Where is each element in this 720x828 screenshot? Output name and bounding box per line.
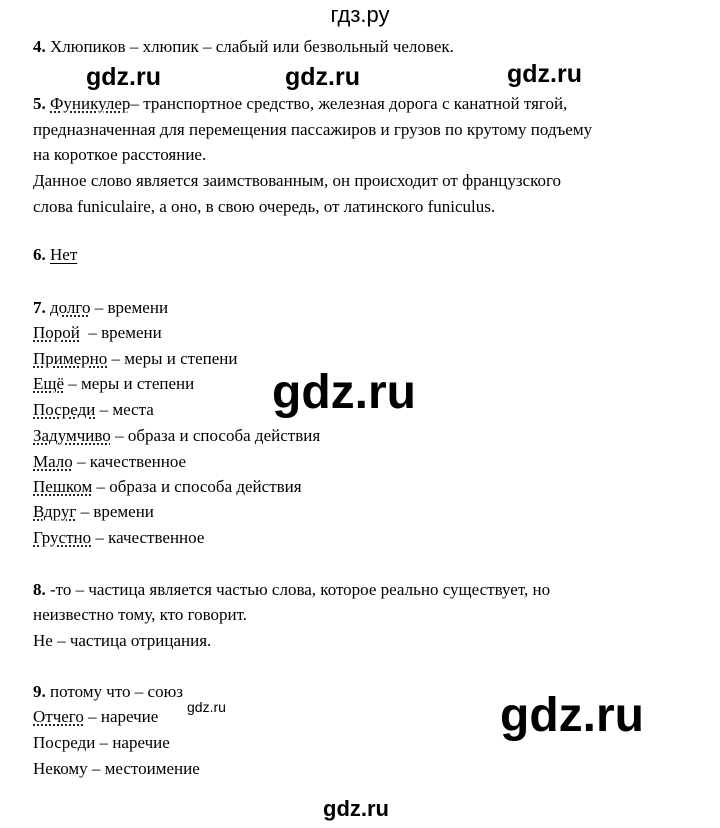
question-number: 5. bbox=[33, 94, 46, 113]
term-desc: – времени bbox=[76, 502, 154, 521]
answer-text: Хлюпиков – хлюпик – слабый или безвольный человек. bbox=[50, 37, 454, 56]
term: Грустно bbox=[33, 528, 92, 547]
question-number: 7. bbox=[33, 298, 46, 317]
answer-5-line-1 bbox=[33, 94, 567, 114]
question-number: 6. bbox=[33, 245, 46, 264]
term: Примерно bbox=[33, 349, 108, 368]
question-number: 8. bbox=[33, 580, 46, 599]
answer-7-item bbox=[33, 374, 194, 394]
term-desc: – меры и степени bbox=[107, 349, 238, 368]
answer-7-item bbox=[33, 502, 154, 522]
term-desc: – времени bbox=[90, 298, 169, 317]
term-desc: – образа и способа действия bbox=[92, 477, 302, 496]
answer-8-line-1 bbox=[33, 580, 550, 600]
watermark: gdz.ru bbox=[500, 689, 644, 742]
answer-5-line-3: на короткое расстояние. bbox=[33, 145, 207, 164]
answer-9-item bbox=[33, 682, 183, 702]
question-number: 4. bbox=[33, 37, 46, 56]
term: Некому bbox=[33, 759, 88, 778]
watermark: gdz.ru bbox=[323, 796, 389, 821]
answer-7-item bbox=[33, 349, 237, 369]
term: Задумчиво bbox=[33, 426, 111, 445]
term-desc: – качественное bbox=[91, 528, 205, 547]
term-desc: – наречие bbox=[95, 733, 170, 752]
term-desc: – наречие bbox=[83, 707, 159, 726]
answer-7-item bbox=[33, 298, 168, 318]
term: Порой bbox=[33, 323, 80, 342]
term: Посреди bbox=[33, 733, 96, 752]
answer-7-item bbox=[33, 400, 154, 420]
answer-5-line-4: Данное слово является заимствованным, он происходит от французского bbox=[33, 171, 562, 190]
term-desc: – качественное bbox=[72, 452, 187, 471]
term: Ещё bbox=[33, 374, 65, 393]
question-number: 9. bbox=[33, 682, 46, 701]
term: Мало bbox=[33, 452, 73, 471]
answer-text: Нет bbox=[50, 245, 78, 264]
term-desc: – союз bbox=[130, 682, 183, 701]
answer-8-line-2: неизвестно тому, кто говорит. bbox=[33, 605, 248, 624]
watermark: gdz.ru bbox=[86, 63, 161, 91]
watermark: gdz.ru bbox=[285, 63, 360, 91]
answer-5-line-2: предназначенная для перемещения пассажиров и грузов по крутому подъему bbox=[33, 120, 593, 139]
answer-7-item bbox=[33, 426, 320, 446]
term: потому что bbox=[50, 682, 131, 701]
answer-7-item bbox=[33, 528, 204, 548]
answer-7-item bbox=[33, 452, 186, 472]
term-desc: – образа и способа действия bbox=[110, 426, 321, 445]
answer-9-item bbox=[33, 759, 200, 779]
term-desc: – времени bbox=[79, 323, 162, 342]
page-header: гдз.ру bbox=[330, 2, 390, 27]
term: Посреди bbox=[33, 400, 96, 419]
term-desc: – местоимение bbox=[87, 759, 200, 778]
answer-7-item bbox=[33, 323, 162, 343]
answer-text: -то – частица является частью слова, которое реально существует, но bbox=[50, 580, 551, 599]
term-desc: – меры и степени bbox=[64, 374, 195, 393]
answer-text: – транспортное средство, железная дорога с канатной тягой, bbox=[130, 94, 568, 113]
answer-9-item bbox=[33, 733, 170, 753]
answer-6 bbox=[33, 245, 77, 265]
term: Отчего bbox=[33, 707, 84, 726]
answer-7-item bbox=[33, 477, 302, 497]
watermark: gdz.ru bbox=[187, 699, 226, 715]
term: Пешком bbox=[33, 477, 93, 496]
term: Вдруг bbox=[33, 502, 77, 521]
answer-5-line-5: слова funiculaire, а оно, в свою очередь, от латинского funiculus. bbox=[33, 197, 496, 216]
watermark: gdz.ru bbox=[272, 366, 416, 419]
watermark: gdz.ru bbox=[507, 60, 582, 88]
answer-9-item bbox=[33, 707, 158, 727]
answer-8-line-3: Не – частица отрицания. bbox=[33, 631, 212, 650]
term-desc: – места bbox=[95, 400, 154, 419]
answer-4 bbox=[33, 37, 454, 57]
term: Фуникулер bbox=[50, 94, 131, 113]
term: долго bbox=[50, 298, 91, 317]
